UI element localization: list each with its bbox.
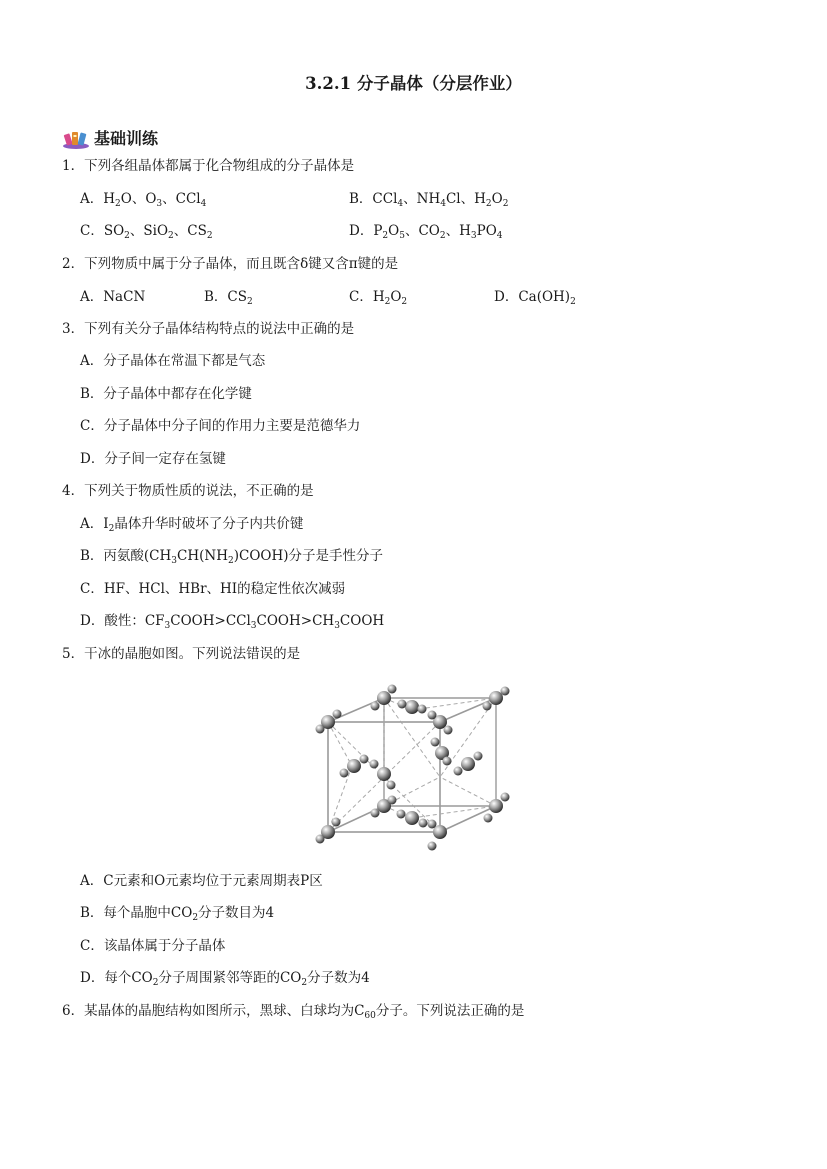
question-5-option-b: B．每个晶胞中$CO_2$分子数目为4 [80,905,275,923]
question-1-option-c: C．$SO_2$、SiO$_2$、$CS_2$ [80,223,213,241]
books-icon [62,129,90,149]
question-3-option-a: A．分子晶体在常温下都是气态 [80,353,266,369]
question-3-option-c: C．分子晶体中分子间的作用力主要是范德华力 [80,418,361,434]
question-4-option-c: C．HF、HCl、HBr、HI的稳定性依次减弱 [80,581,346,597]
question-4-option-a: A．$I_2$晶体升华时破坏了分子内共价键 [80,516,304,534]
question-2-option-a: A．NaCN [80,289,146,305]
question-4-stem: 4．下列关于物质性质的说法，不正确的是 [62,483,314,499]
question-4-option-d: D．酸性：$CF_3COOH>CCl_3COOH>CH_3COOH$ [80,613,385,631]
question-1-stem: 1．下列各组晶体都属于化合物组成的分子晶体是 [62,158,355,174]
question-5-option-c: C．该晶体属于分子晶体 [80,938,226,954]
question-1-option-d: D．$P_2O_5$、$CO_2$、$H_3PO_4$ [349,223,503,241]
question-2-stem: 2．下列物质中属于分子晶体，而且既含δ键又含π键的是 [62,256,399,272]
question-2-option-c: C．$H_2O_2$ [349,289,408,307]
question-2-option-b: B．$CS_2$ [204,289,253,307]
question-5-stem: 5．干冰的晶胞如图。下列说法错误的是 [62,646,301,662]
question-2-option-d: D．$Ca(OH)_2$ [494,289,576,307]
dry-ice-unit-cell-figure [312,676,512,856]
question-5-option-a: A．C元素和O元素均位于元素周期表P区 [80,873,323,889]
question-6-stem: 6．某晶体的晶胞结构如图所示，黑球、白球均为$C_{60}$分子。下列说法正确的是 [62,1003,525,1021]
section-label: 基础训练 [94,129,159,148]
section-header [62,128,158,150]
question-3-option-b: B．分子晶体中都存在化学键 [80,386,252,402]
page-title: 3.2.1 分子晶体（分层作业） [305,74,522,93]
question-4-option-b: B．丙氨酸$(CH_3CH(NH_2)COOH)$分子是手性分子 [80,548,384,566]
question-3-option-d: D．分子间一定存在氢键 [80,451,226,467]
question-5-option-d: D．每个$CO_2$分子周围紧邻等距的$CO_2$分子数为4 [80,970,370,988]
question-3-stem: 3．下列有关分子晶体结构特点的说法中正确的是 [62,321,355,337]
question-1-option-b: B．CCl$_4$、$NH_4Cl$、$H_2O_2$ [349,191,509,209]
question-1-option-a: A．$H_2O$、$O_3$、CCl$_4$ [80,191,207,209]
